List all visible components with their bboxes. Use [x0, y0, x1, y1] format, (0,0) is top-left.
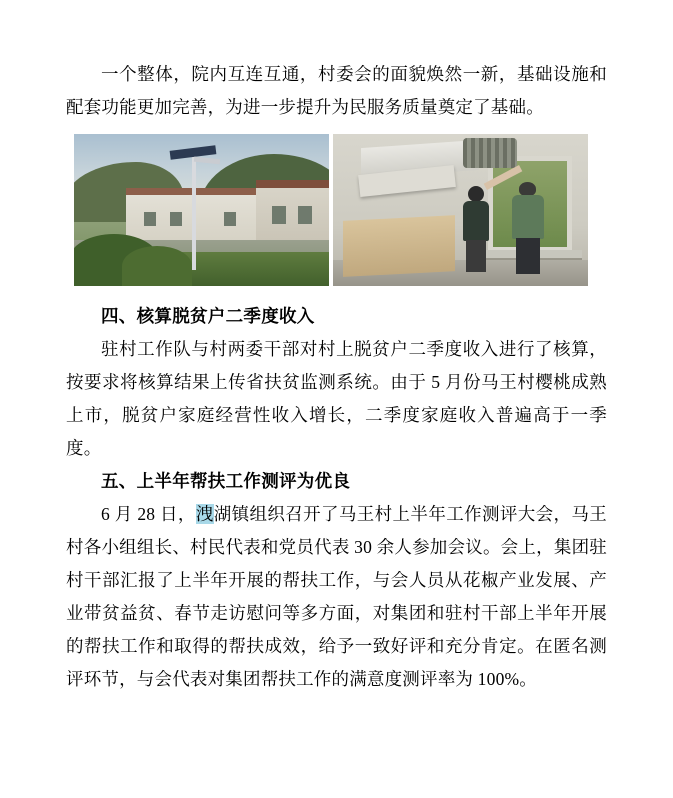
paragraph-2: 驻村工作队与村两委干部对村上脱贫户二季度收入进行了核算，按要求将核算结果上传省扶贫监测系统。由于 5 月份马王村樱桃成熟上市，脱贫户家庭经营性收入增长，二季度家庭收入普遍高于一季度。 [66, 339, 607, 458]
torso [463, 201, 489, 241]
person-inspector-left [461, 186, 491, 272]
window [170, 212, 182, 226]
section-heading-5: 五、上半年帮扶工作测评为优良 [101, 471, 351, 491]
person-inspector-right [511, 182, 545, 274]
window [144, 212, 156, 226]
paragraph-3-before: 6 月 28 日， [101, 504, 196, 524]
window [298, 206, 312, 224]
streetlamp-pole [192, 152, 196, 270]
bush [122, 246, 192, 286]
window [272, 206, 286, 224]
wooden-board [343, 215, 455, 277]
paragraph-3 [66, 498, 607, 696]
section-heading-4: 四、核算脱贫户二季度收入 [101, 306, 315, 326]
exhaust-duct [463, 138, 517, 168]
window [224, 212, 236, 226]
head [519, 182, 536, 196]
photo-village-street [74, 134, 329, 286]
paragraph-3-after: 湖镇组织召开了马王村上半年工作测评大会，马王村各小组组长、村民代表和党员代表 30 余人参加会议。会上，集团驻村干部汇报了上半年开展的帮扶工作，与会人员从花椒产业发展、产业带贫益贫、春节走访慰问等多方面，对集团和驻村干部上半年开展的帮扶工作和取得的帮扶成效，给予一致好评和充分肯定。在匿名测评环节，与会代表对集团帮扶工作的满意度测评率为 100%。 [66, 504, 607, 689]
head [468, 186, 484, 202]
legs [516, 238, 540, 274]
figure-row [74, 134, 588, 286]
photo-kitchen-inspection [333, 134, 588, 286]
legs [466, 240, 486, 272]
torso [512, 195, 544, 239]
paragraph-1: 一个整体，院内互连互通，村委会的面貌焕然一新，基础设施和配套功能更加完善，为进一步提升为民服务质量奠定了基础。 [66, 64, 607, 117]
highlighted-character: 洩 [195, 504, 214, 524]
